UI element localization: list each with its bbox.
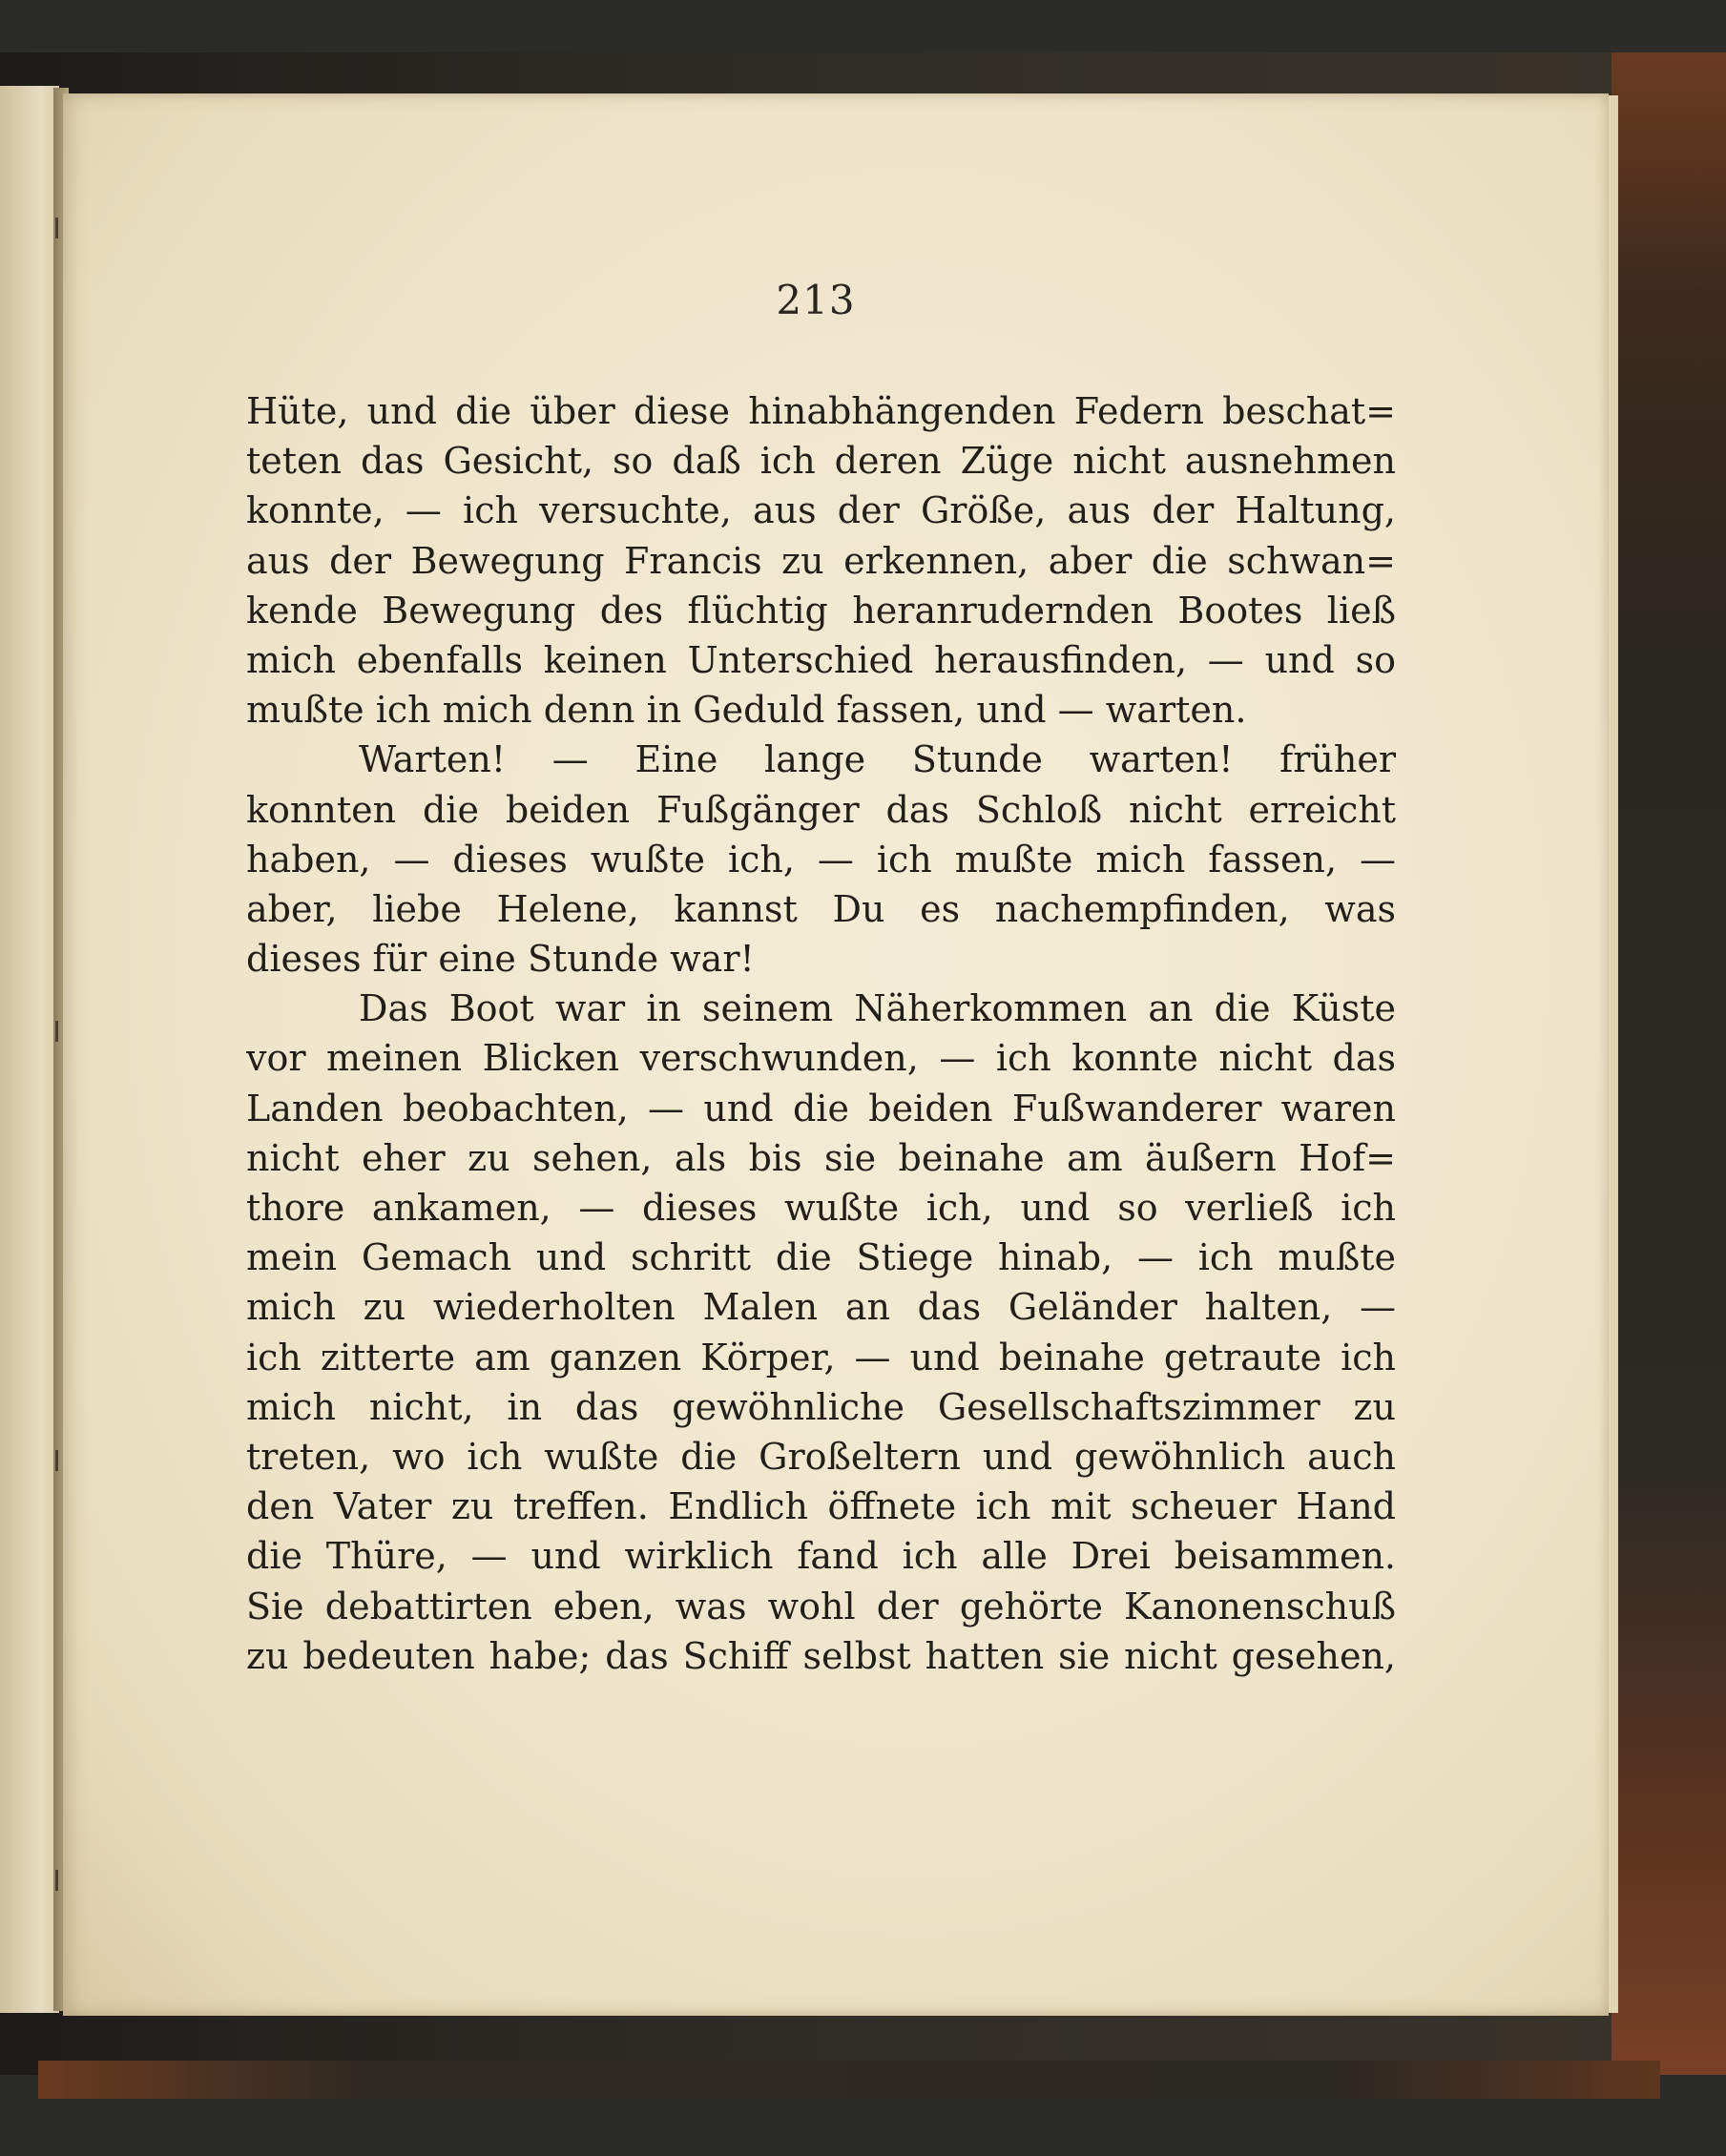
text-line: aus der Bewegung Francis zu erkennen, aber die schwan=: [246, 539, 1396, 582]
text-line: mich nicht, in das gewöhnliche Gesellschaftszimmer zu: [246, 1385, 1396, 1428]
text-line: zu bedeuten habe; das Schiff selbst hatten sie nicht gesehen,: [246, 1634, 1396, 1677]
text-line: nicht eher zu sehen, als bis sie beinahe am äußern Hof=: [246, 1136, 1396, 1179]
text-line: kende Bewegung des flüchtig heranrudernden Bootes ließ: [246, 589, 1396, 632]
text-line: Das Boot war in seinem Näherkommen an die Küste: [359, 987, 1396, 1030]
text-line: dieses für eine Stunde war!: [246, 938, 755, 981]
text-line: aber, liebe Helene, kannst Du es nachempfinden, was: [246, 887, 1396, 930]
page-text: [246, 386, 1396, 1681]
text-line: konnten die beiden Fußgänger das Schloß nicht erreicht: [246, 788, 1396, 831]
text-line: thore ankamen, — dieses wußte ich, und so verließ ich: [246, 1187, 1396, 1229]
text-line: ich zitterte am ganzen Körper, — und beinahe getraute ich: [246, 1336, 1396, 1379]
text-line: mich zu wiederholten Malen an das Geländer halten, —: [246, 1286, 1396, 1329]
text-line: treten, wo ich wußte die Großeltern und gewöhnlich auch: [246, 1435, 1396, 1478]
text-line: mußte ich mich denn in Geduld fassen, und — warten.: [246, 689, 1247, 732]
text-line: mich ebenfalls keinen Unterschied herausfinden, — und so: [246, 638, 1396, 681]
text-line: Landen beobachten, — und die beiden Fußwanderer waren: [246, 1087, 1396, 1130]
text-line: Hüte, und die über diese hinabhängenden Federn beschat=: [246, 390, 1396, 432]
page-number: 213: [776, 277, 856, 323]
page-stack-edge: [1609, 95, 1618, 2013]
book-cover-right-edge: [1612, 52, 1726, 2075]
margin-mark: [55, 218, 58, 238]
margin-mark: [55, 1450, 58, 1471]
margin-mark: [55, 1021, 58, 1042]
text-line: teten das Gesicht, so daß ich deren Züge nicht ausnehmen: [246, 440, 1396, 483]
text-line: konnte, — ich versuchte, aus der Größe, aus der Haltung,: [246, 489, 1396, 532]
text-line: mein Gemach und schritt die Stiege hinab, — ich mußte: [246, 1236, 1396, 1279]
text-line: haben, — dieses wußte ich, — ich mußte mich fassen, —: [246, 838, 1396, 881]
text-line: Sie debattirten eben, was wohl der gehörte Kanonenschuß: [246, 1585, 1396, 1627]
text-line: vor meinen Blicken verschwunden, — ich konnte nicht das: [246, 1037, 1396, 1080]
margin-mark: [55, 1870, 58, 1891]
text-line: Warten! — Eine lange Stunde warten! früher: [359, 738, 1396, 781]
text-line: den Vater zu treffen. Endlich öffnete ich mit scheuer Hand: [246, 1485, 1396, 1528]
book-cover-bottom-edge: [38, 2061, 1660, 2099]
text-line: die Thüre, — und wirklich fand ich alle Drei beisammen.: [246, 1535, 1396, 1578]
facing-page-edge: [0, 86, 59, 2013]
